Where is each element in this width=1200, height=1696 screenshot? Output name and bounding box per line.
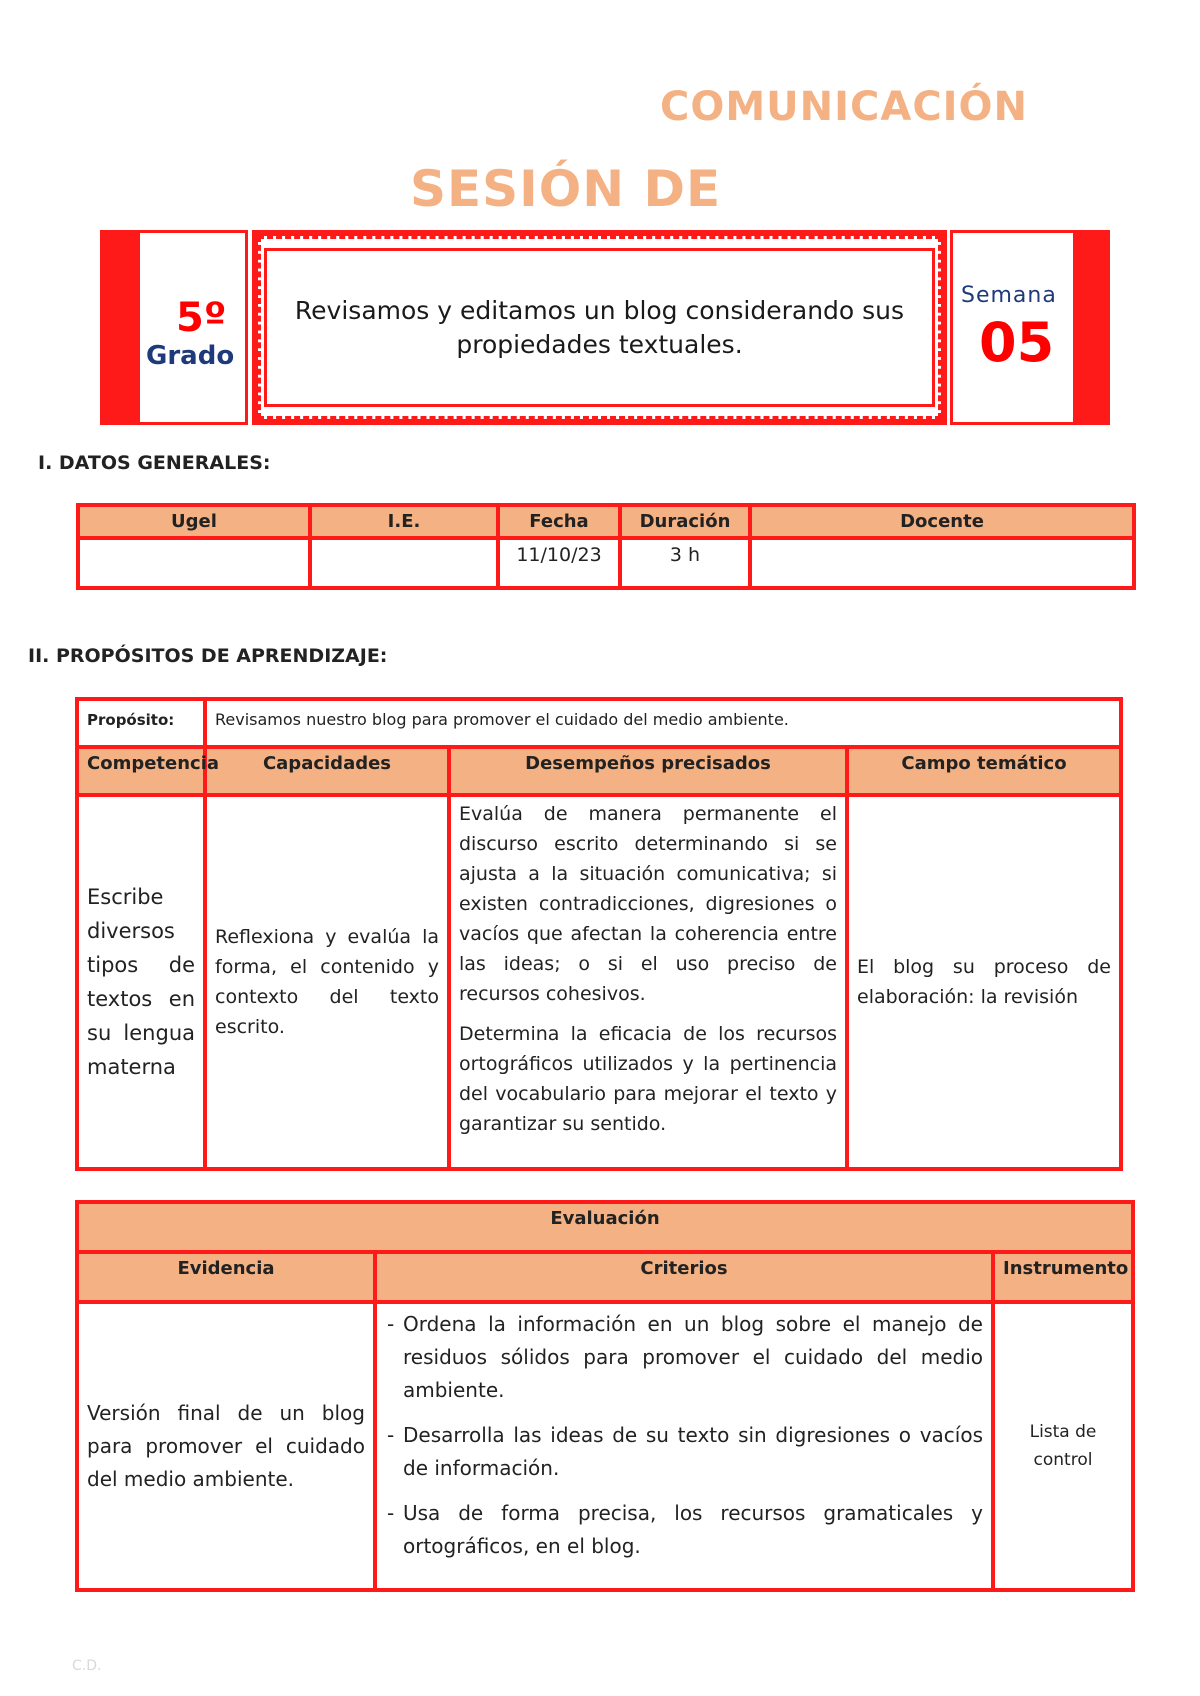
- evaluation-title: Evaluación: [77, 1202, 1133, 1252]
- col-capacidades: Capacidades: [205, 747, 449, 795]
- col-criterios: Criterios: [375, 1252, 993, 1302]
- evaluation-table: [75, 1200, 1135, 1592]
- table-row: [77, 1302, 1133, 1590]
- cell-instrumento: Lista de control: [993, 1302, 1133, 1590]
- table-row: [78, 538, 1134, 588]
- col-campo: Campo temático: [847, 747, 1121, 795]
- criteria-list: [385, 1308, 983, 1563]
- cell-campo: El blog su proceso de elaboración: la revisión: [847, 795, 1121, 1169]
- desempeno-1: Evalúa de manera permanente el discurso escrito determinando si se ajusta a la situación comunicativa; si existen contradicciones, digresiones o vacíos que afectan la coherencia entre las ideas; o si el uso preciso de recursos cohesivos.: [459, 803, 837, 1005]
- cell-ie[interactable]: [310, 538, 498, 588]
- cell-desempenos: [449, 795, 847, 1169]
- col-instrumento: Instrumento: [993, 1252, 1133, 1302]
- grade-box: [140, 230, 248, 425]
- cell-competencia: Escribe diversos tipos de textos en su lengua materna: [77, 795, 205, 1169]
- cell-capacidades: Reflexiona y evalúa la forma, el contenido y contexto del texto escrito.: [205, 795, 449, 1169]
- cell-criterios: [375, 1302, 993, 1590]
- col-ie: I.E.: [310, 505, 498, 538]
- col-ugel: Ugel: [78, 505, 310, 538]
- desempeno-2: Determina la eficacia de los recursos ortográficos utilizados y la pertinencia del vocabulario para mejorar el texto y garantizar su sentido.: [459, 1023, 837, 1135]
- cell-fecha[interactable]: 11/10/23: [498, 538, 620, 588]
- table-header-row: [77, 1252, 1133, 1302]
- grade-label: Grado: [146, 341, 235, 371]
- table-row: [77, 795, 1121, 1169]
- purpose-row: [77, 699, 1121, 747]
- purposes-table: [75, 697, 1123, 1171]
- table-header-row: [78, 505, 1134, 538]
- col-competencia: Competencia: [77, 747, 205, 795]
- cell-evidencia: Versión final de un blog para promover el cuidado del medio ambiente.: [77, 1302, 375, 1590]
- list-item: - Desarrolla las ideas de su texto sin digresiones o vacíos de información.: [385, 1419, 983, 1485]
- col-duracion: Duración: [620, 505, 750, 538]
- banner-right-bar: [1073, 230, 1110, 425]
- week-box: [950, 230, 1073, 425]
- purpose-value: Revisamos nuestro blog para promover el cuidado del medio ambiente.: [205, 699, 1121, 747]
- course-title: COMUNICACIÓN: [660, 84, 1029, 130]
- footer-mark: C.D.: [72, 1658, 102, 1674]
- purpose-label: Propósito:: [77, 699, 205, 747]
- col-evidencia: Evidencia: [77, 1252, 375, 1302]
- week-label: Semana: [961, 283, 1057, 308]
- list-item: - Ordena la información en un blog sobre el manejo de residuos sólidos para promover el cuidado del medio ambiente.: [385, 1308, 983, 1407]
- general-data-table: [76, 503, 1136, 590]
- section-general-heading: I. DATOS GENERALES:: [38, 452, 271, 474]
- grade-number: 5º: [176, 295, 227, 341]
- session-topic: Revisamos y editamos un blog considerando sus propiedades textuales.: [264, 248, 935, 407]
- evaluation-title-row: [77, 1202, 1133, 1252]
- col-fecha: Fecha: [498, 505, 620, 538]
- session-banner: [100, 230, 1110, 425]
- col-docente: Docente: [750, 505, 1134, 538]
- cell-ugel[interactable]: [78, 538, 310, 588]
- cell-duracion[interactable]: 3 h: [620, 538, 750, 588]
- session-title: SESIÓN DE: [410, 160, 722, 218]
- banner-left-bar: [100, 230, 140, 425]
- col-desempenos: Desempeños precisados: [449, 747, 847, 795]
- section-purposes-heading: II. PROPÓSITOS DE APRENDIZAJE:: [28, 645, 388, 667]
- list-item: - Usa de forma precisa, los recursos gramaticales y ortográficos, en el blog.: [385, 1497, 983, 1563]
- week-number: 05: [979, 311, 1055, 374]
- cell-docente[interactable]: [750, 538, 1134, 588]
- session-title-frame: [252, 230, 947, 425]
- table-header-row: [77, 747, 1121, 795]
